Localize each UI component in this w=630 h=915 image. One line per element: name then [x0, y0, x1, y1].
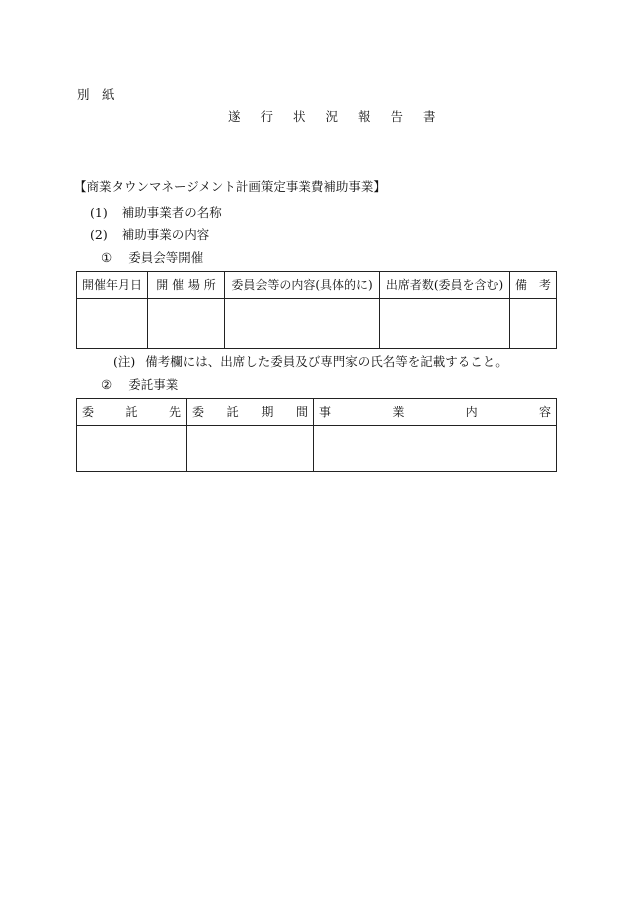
header-consignee: 委 託 先	[77, 399, 187, 426]
item-2	[90, 229, 209, 242]
section-heading: 【商業タウンマネージメント計画策定事業費補助事業】	[74, 179, 386, 194]
note-prefix: (注)	[113, 354, 136, 369]
item-text: 補助事業の内容	[121, 227, 210, 242]
note-text: 備考欄には、出席した委員及び専門家の氏名等を記載すること。	[145, 354, 508, 369]
note	[113, 356, 508, 369]
subitem-text: 委託事業	[128, 377, 179, 392]
header-remarks: 備 考	[510, 272, 557, 299]
table-row	[77, 299, 557, 349]
subitem-committee	[101, 252, 203, 265]
header-venue: 開 催 場 所	[148, 272, 225, 299]
table-cell	[314, 426, 557, 472]
document-title: 遂行状況報告書	[228, 109, 456, 124]
table-cell	[380, 299, 510, 349]
table-header-row	[77, 399, 557, 426]
header-date: 開催年月日	[77, 272, 148, 299]
header-period: 委 託 期 間	[187, 399, 314, 426]
table-row	[77, 426, 557, 472]
subitem-text: 委員会等開催	[128, 250, 204, 265]
item-number: (2)	[90, 227, 108, 242]
consignment-table	[76, 398, 557, 472]
subitem-number: ①	[101, 250, 113, 265]
item-1	[90, 207, 222, 220]
table-cell	[77, 299, 148, 349]
header-content: 委員会等の内容(具体的に)	[225, 272, 380, 299]
subitem-number: ②	[101, 377, 113, 392]
table-cell	[225, 299, 380, 349]
table-cell	[510, 299, 557, 349]
annex-label: 別 紙	[77, 87, 115, 102]
header-business-content: 事 業 内 容	[314, 399, 557, 426]
committee-table	[76, 271, 557, 349]
item-number: (1)	[90, 205, 108, 220]
item-text: 補助事業者の名称	[121, 205, 222, 220]
header-attendees: 出席者数(委員を含む)	[380, 272, 510, 299]
table-cell	[148, 299, 225, 349]
table-cell	[187, 426, 314, 472]
table-header-row	[77, 272, 557, 299]
subitem-consignment	[101, 379, 178, 392]
table-cell	[77, 426, 187, 472]
